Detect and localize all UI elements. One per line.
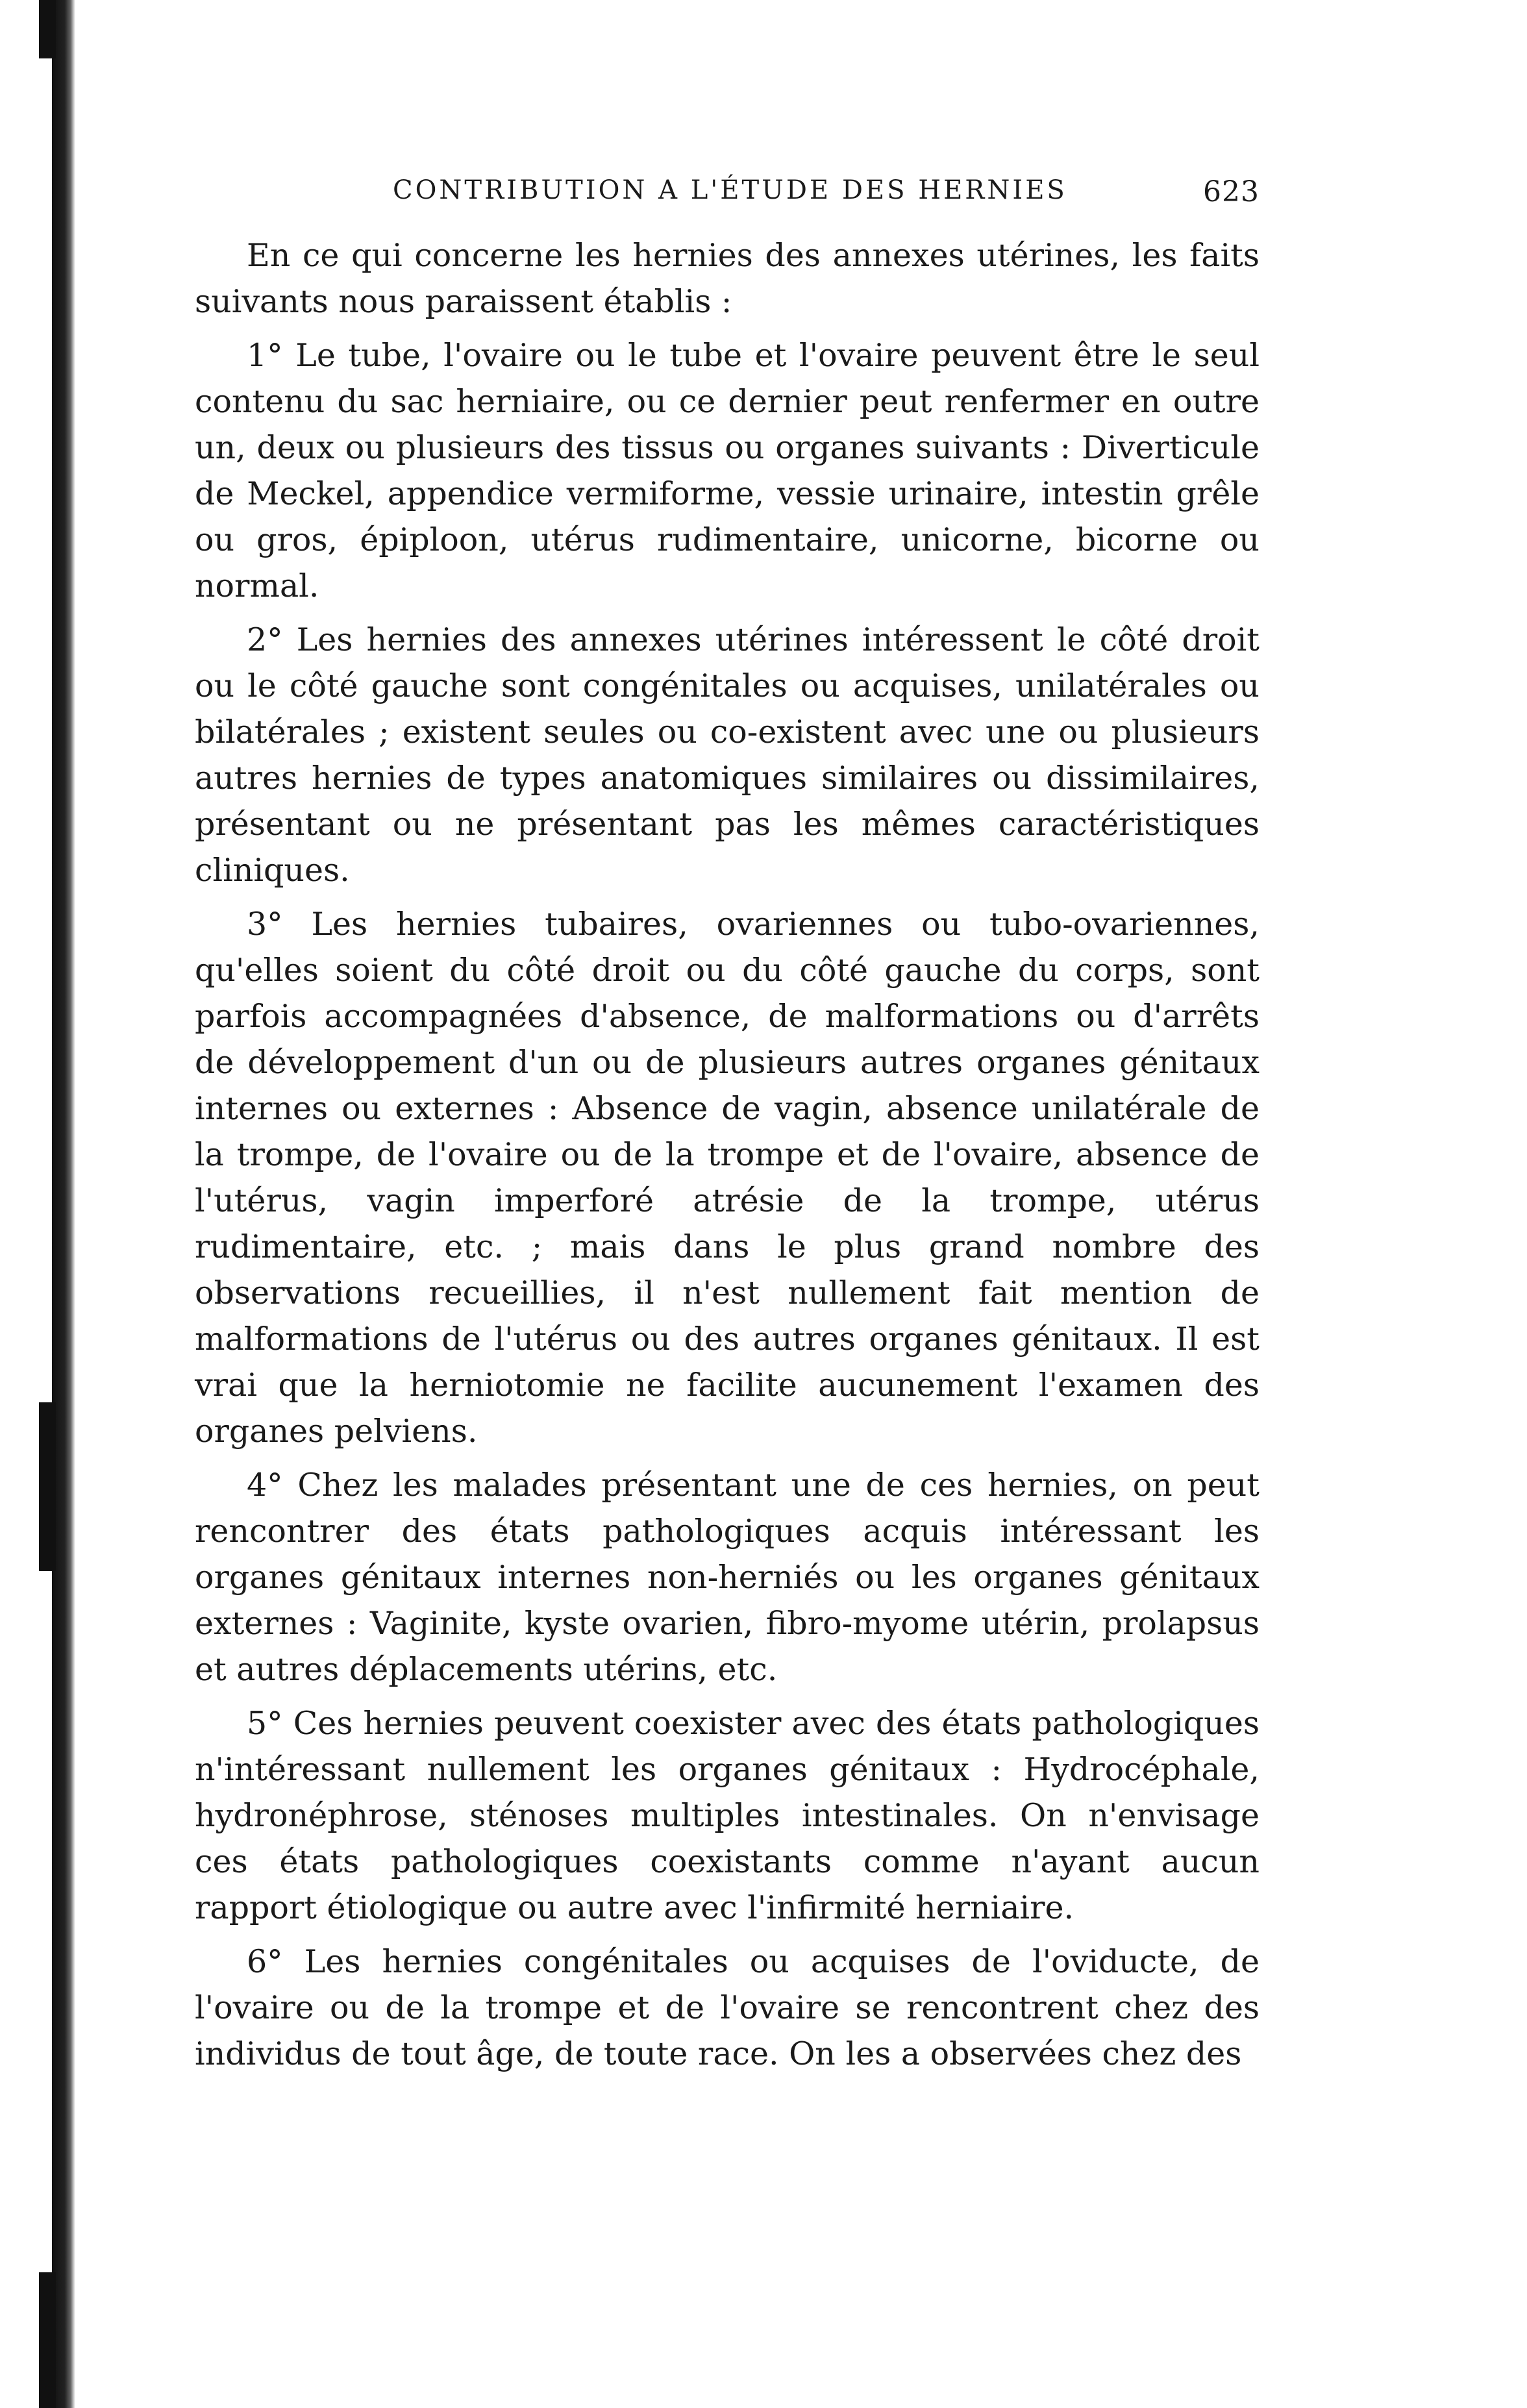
running-head xyxy=(195,175,1260,214)
scan-edge-mark-middle xyxy=(39,1402,56,1571)
paragraph-5: 5° Ces hernies peuvent coexister avec des états pathologiques n'intéressant nullement les organes génitaux : Hydrocéphale, hydronéphrose, sténoses multiples intestinales. On n'envisage ces états pathologiques coexistants comme n'ayant aucun rapport étiologique ou autre avec l'infirmité herniaire. xyxy=(195,1705,1260,1926)
paragraph-3: 3° Les hernies tubaires, ovariennes ou tubo-ovariennes, qu'elles soient du côté droit ou du côté gauche du corps, sont parfois accompagnées d'absence, de malformations ou d'arrêts de développement d'un ou de plusieurs autres organes génitaux internes ou externes : Absence de vagin, absence unilatérale de la trompe, de l'ovaire ou de la trompe et de l'ovaire, absence de l'utérus, vagin imperforé atrésie de la trompe, utérus rudimentaire, etc. ; mais dans le plus grand nombre des observations recueillies, il n'est nullement fait mention de malformations de l'utérus ou des autres organes génitaux. Il est vrai que la herniotomie ne facilite aucunement l'examen des organes pelviens. xyxy=(195,906,1260,1450)
paragraph-6: 6° Les hernies congénitales ou acquises de l'oviducte, de l'ovaire ou de la trompe et de l'ovaire se rencontrent chez des individus de tout âge, de toute race. On les a observées chez des xyxy=(195,1943,1260,2072)
book-page xyxy=(195,175,1260,2085)
scan-edge-mark-top xyxy=(39,0,56,58)
scan-binding-edge xyxy=(52,0,75,2408)
running-title: CONTRIBUTION A L'ÉTUDE DES HERNIES xyxy=(393,175,1067,205)
scan-edge-mark-bottom xyxy=(39,2272,56,2408)
page-number: 623 xyxy=(1203,175,1260,208)
paragraph-1: 1° Le tube, l'ovaire ou le tube et l'ovaire peuvent être le seul contenu du sac herniaire, ou ce dernier peut renfermer en outre un, deux ou plusieurs des tissus ou organes suivants : Diverticule de Meckel, appendice vermiforme, vessie urinaire, intestin grêle ou gros, épiploon, utérus rudimentaire, unicorne, bicorne ou normal. xyxy=(195,337,1260,604)
paragraph-2: 2° Les hernies des annexes utérines intéressent le côté droit ou le côté gauche sont congénitales ou acquises, unilatérales ou bilatérales ; existent seules ou co-existent avec une ou plusieurs autres hernies de types anatomiques similaires ou dissimilaires, présentant ou ne présentant pas les mêmes caractéristiques cliniques. xyxy=(195,621,1260,889)
paragraph-intro: En ce qui concerne les hernies des annexes utérines, les faits suivants nous paraissent établis : xyxy=(195,237,1260,320)
paragraph-4: 4° Chez les malades présentant une de ces hernies, on peut rencontrer des états pathologiques acquis intéressant les organes génitaux internes non-herniés ou les organes génitaux externes : Vaginite, kyste ovarien, fibro-myome utérin, prolapsus et autres déplacements utérins, etc. xyxy=(195,1467,1260,1688)
